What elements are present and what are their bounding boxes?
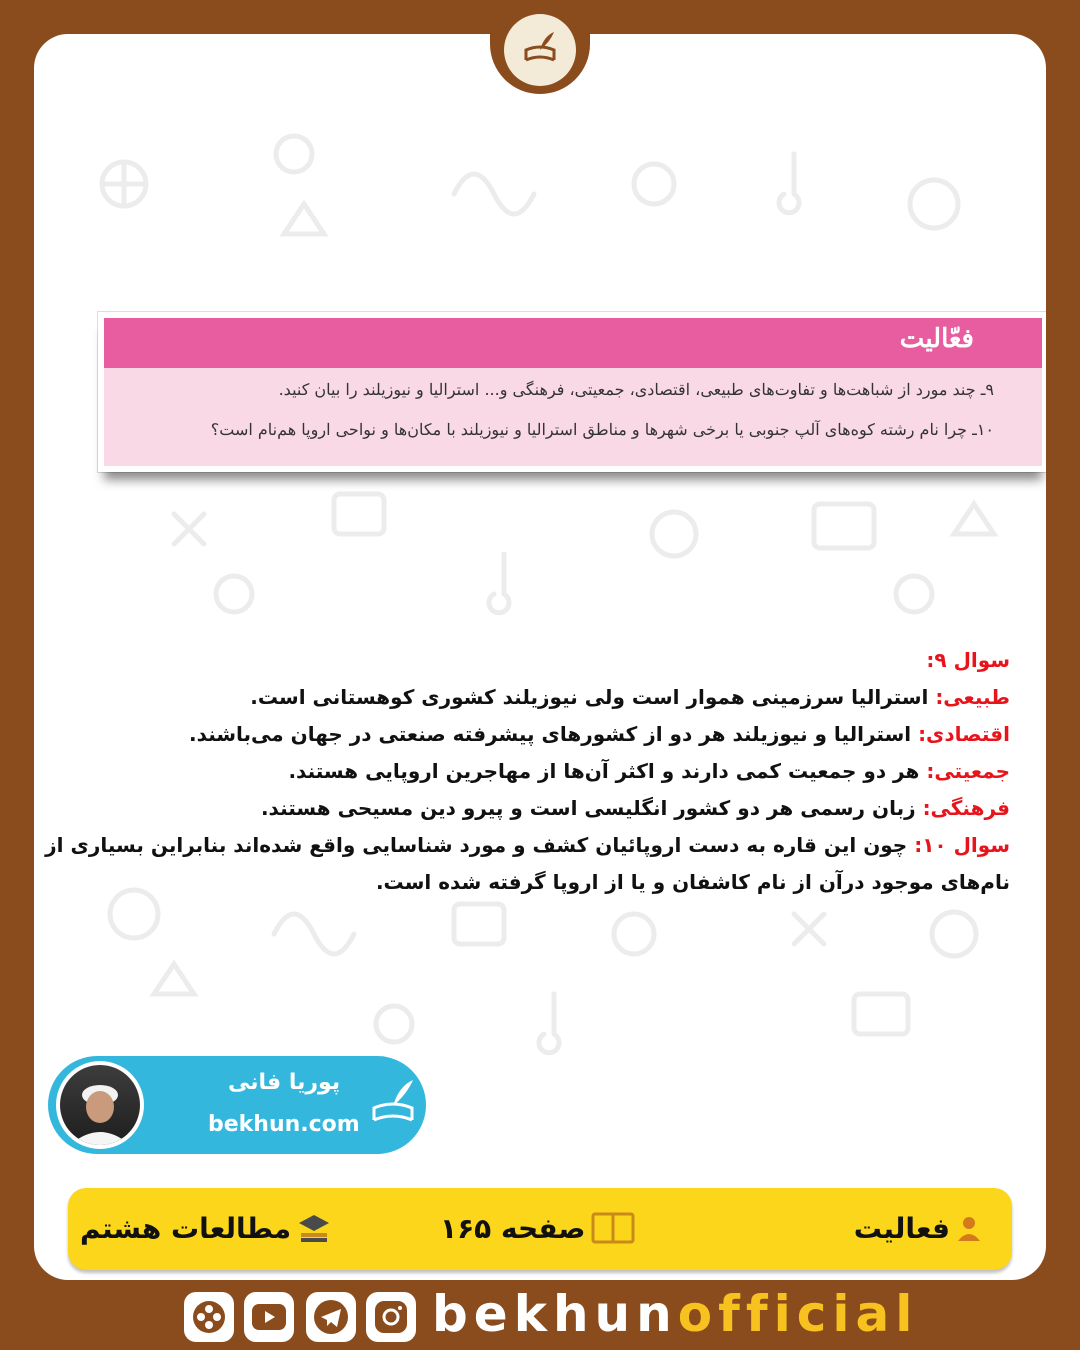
answer-line-cultural: فرهنگی: زبان رسمی هر دو کشور انگلیسی است و پیرو دین مسیحی هستند. xyxy=(260,796,1010,820)
answer-block xyxy=(44,642,1010,901)
answer-line-natural: طبیعی: استرالیا سرزمینی هموار است ولی نیوزیلند کشوری کوهستانی است. xyxy=(250,685,1010,709)
telegram-icon[interactable] xyxy=(306,1292,356,1342)
activity-question-9: ۹ـ چند مورد از شباهت‌ها و تفاوت‌های طبیعی، اقتصادی، جمعیتی، فرهنگی و... استرالیا و نیوزیلند را بیان کنید. xyxy=(278,380,994,399)
answer-10: سوال ۱۰: چون این قاره به دست اروپائیان کشف و مورد شناسایی واقع شده‌اند بنابراین بسیاری از نام‌های موجود درآن از نام کاشفان و یا از اروپا گرفته شده است. xyxy=(45,833,1010,894)
activity-title: فعّالیت xyxy=(899,324,974,354)
brand-logo-small-icon xyxy=(368,1070,418,1140)
film-reel-icon[interactable] xyxy=(184,1292,234,1342)
footer-brand-handle[interactable]: bekhunofficial xyxy=(432,1285,919,1343)
info-bar xyxy=(68,1188,1012,1270)
answer-line-economic: اقتصادی: استرالیا و نیوزیلند هر دو از کشورهای پیشرفته صنعتی در جهان می‌باشند. xyxy=(189,722,1010,746)
info-topic: فعالیت xyxy=(854,1208,982,1248)
avatar xyxy=(56,1061,144,1149)
answer-9-heading: سوال ۹: xyxy=(926,648,1010,672)
activity-header xyxy=(104,318,1042,368)
author-name: پوریا فانی xyxy=(228,1070,341,1095)
youtube-icon[interactable] xyxy=(244,1292,294,1342)
author-website[interactable]: bekhun.com xyxy=(208,1112,360,1137)
open-book-icon xyxy=(591,1212,635,1244)
activity-question-10: ۱۰ـ چرا نام رشته کوه‌های آلپ جنوبی یا برخی شهرها و مناطق استرالیا و نیوزیلند با مکان‌ها و نواحی اروپا هم‌نام است؟ xyxy=(210,420,994,439)
info-page: صفحه ۱۶۵ xyxy=(440,1208,635,1248)
teacher-icon xyxy=(956,1215,982,1241)
instagram-icon[interactable] xyxy=(366,1292,416,1342)
activity-box xyxy=(98,312,1046,472)
info-subject: مطالعات هشتم xyxy=(80,1208,331,1248)
graduation-books-icon xyxy=(297,1213,331,1243)
brand-logo-icon xyxy=(504,14,576,86)
author-pill xyxy=(48,1056,426,1154)
answer-line-population: جمعیتی: هر دو جمعیت کمی دارند و اکثر آن‌ها از مهاجرین اروپایی هستند. xyxy=(288,759,1010,783)
